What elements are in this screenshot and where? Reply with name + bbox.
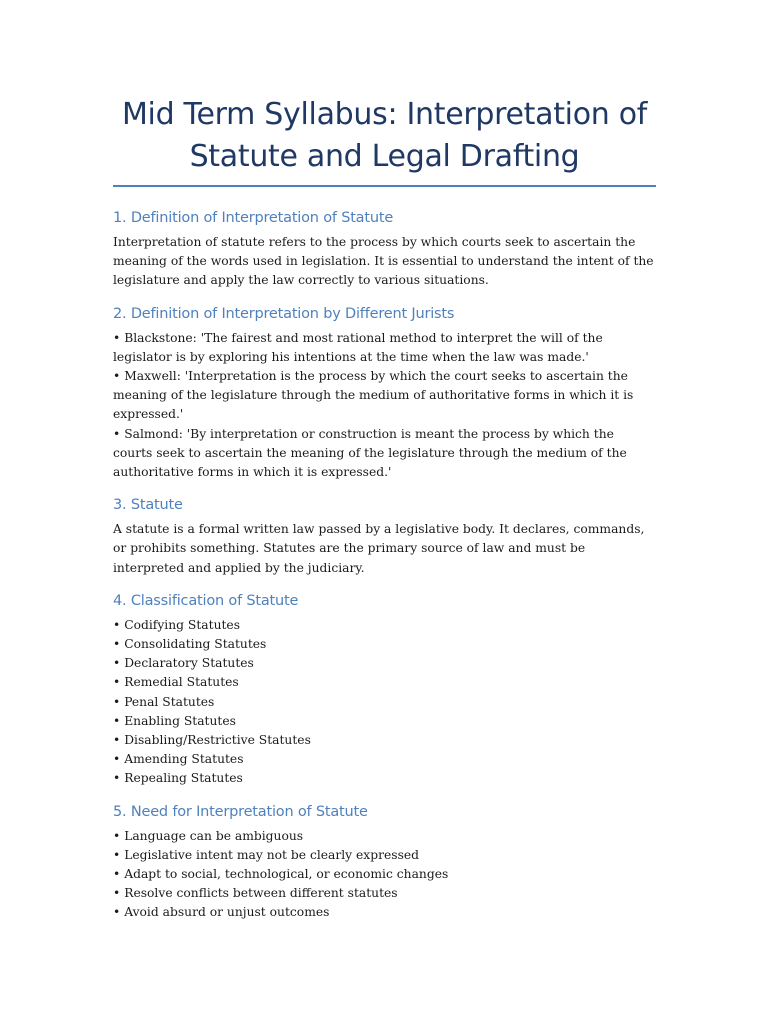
section-heading: 1. Definition of Interpretation of Statute [113, 210, 394, 226]
list-item-text: Blackstone: 'The fairest and most rational method to interpret the will of the legislator is by exploring his intentions at the time when the law was made.' [113, 330, 603, 364]
bullet-icon: • [113, 771, 121, 786]
list-item [113, 846, 656, 865]
bullet-icon: • [113, 369, 121, 384]
document-title: Mid Term Syllabus: Interpretation of Statute and Legal Drafting [121, 97, 648, 174]
list-item-text: Remedial Statutes [124, 675, 239, 690]
list-item [113, 712, 656, 731]
section-classification [113, 591, 656, 789]
bullet-icon: • [113, 713, 121, 728]
classification-list [113, 616, 656, 789]
list-item-text: Repealing Statutes [124, 771, 243, 786]
list-item [113, 367, 656, 425]
bullet-icon: • [113, 733, 121, 748]
list-item-text: Maxwell: 'Interpretation is the process by which the court seeks to ascertain the meaning of the legislature through the medium of authoritative forms in which it is expressed.' [113, 369, 634, 422]
list-item [113, 693, 656, 712]
section-need [113, 802, 656, 923]
bullet-icon: • [113, 886, 121, 901]
bullet-icon: • [113, 617, 121, 632]
list-item-text: Avoid absurd or unjust outcomes [124, 905, 330, 920]
bullet-icon: • [113, 867, 121, 882]
list-item [113, 769, 656, 788]
list-item-text: Codifying Statutes [124, 617, 241, 632]
bullet-icon: • [113, 828, 121, 843]
bullet-icon: • [113, 905, 121, 920]
list-item-text: Enabling Statutes [124, 713, 236, 728]
list-item-text: Legislative intent may not be clearly expressed [124, 847, 420, 862]
list-item-text: Consolidating Statutes [124, 637, 267, 652]
title-underline-rule [113, 185, 656, 187]
bullet-icon: • [113, 637, 121, 652]
list-item [113, 673, 656, 692]
bullet-icon: • [113, 426, 121, 441]
section-jurists [113, 304, 656, 483]
section-paragraph: A statute is a formal written law passed by a legislative body. It declares, commands, or prohibits something. Statutes are the primary source of law and must be interpreted and applied by the judiciary. [113, 522, 645, 575]
section-heading: 5. Need for Interpretation of Statute [113, 803, 368, 820]
list-item-text: Language can be ambiguous [124, 828, 304, 843]
list-item [113, 903, 656, 922]
list-item-text: Adapt to social, technological, or economic changes [124, 867, 449, 882]
section-heading: 2. Definition of Interpretation by Different Jurists [113, 305, 455, 322]
list-item [113, 750, 656, 769]
bullet-icon: • [113, 330, 121, 345]
document-page [113, 0, 656, 923]
section-heading: 4. Classification of Statute [113, 592, 299, 609]
jurist-definitions-list [113, 329, 656, 483]
list-item [113, 616, 656, 635]
section-heading: 3. Statute [113, 497, 183, 514]
list-item [113, 884, 656, 903]
list-item [113, 654, 656, 673]
bullet-icon: • [113, 656, 121, 671]
section-paragraph: Interpretation of statute refers to the process by which courts seek to ascertain the meaning of the words used in legislation. It is essential to understand the intent of the legislature and apply the law correctly to various situations. [113, 235, 654, 288]
bullet-icon: • [113, 694, 121, 709]
list-item-text: Penal Statutes [124, 694, 215, 709]
bullet-icon: • [113, 847, 121, 862]
list-item [113, 329, 656, 367]
list-item [113, 731, 656, 750]
list-item [113, 635, 656, 654]
list-item-text: Declaratory Statutes [124, 656, 254, 671]
list-item-text: Disabling/Restrictive Statutes [124, 733, 311, 748]
need-list [113, 827, 656, 923]
list-item-text: Amending Statutes [124, 752, 244, 767]
list-item-text: Resolve conflicts between different statutes [124, 886, 398, 901]
section-statute [113, 495, 656, 578]
section-definition [113, 208, 656, 291]
bullet-icon: • [113, 675, 121, 690]
list-item [113, 425, 656, 483]
list-item [113, 827, 656, 846]
list-item-text: Salmond: 'By interpretation or construction is meant the process by which the courts seek to ascertain the meaning of the legislature through the medium of the authoritative forms in which it is expressed.' [113, 426, 627, 480]
bullet-icon: • [113, 752, 121, 767]
list-item [113, 865, 656, 884]
